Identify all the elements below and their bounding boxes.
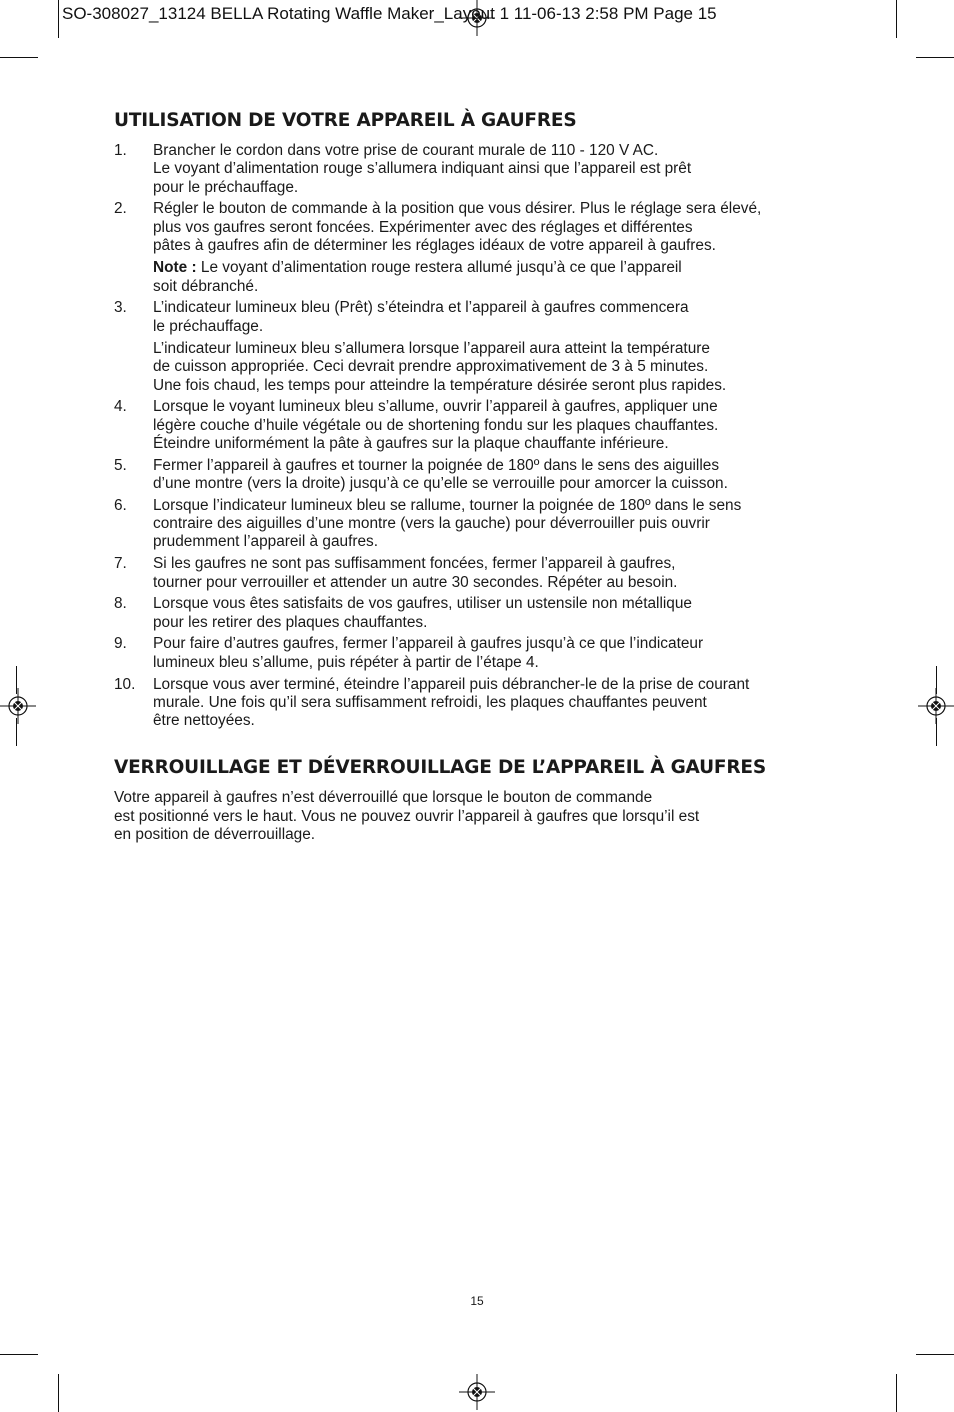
step-text: pour les retirer des plaques chauffantes. bbox=[153, 613, 428, 631]
paragraph-line: Votre appareil à gaufres n’est déverrouillé que lorsque le bouton de commande bbox=[114, 789, 653, 807]
step-text: Lorsque vous aver terminé, éteindre l’appareil puis débrancher-le de la prise de courant bbox=[153, 675, 750, 693]
list-item bbox=[114, 398, 838, 453]
list-item bbox=[114, 555, 838, 592]
section-title: UTILISATION DE VOTRE APPAREIL À GAUFRES bbox=[114, 110, 577, 131]
registration-mark-icon bbox=[459, 1374, 495, 1410]
list-item bbox=[114, 457, 838, 494]
step-number: 6. bbox=[114, 496, 127, 514]
step-text: être nettoyées. bbox=[153, 712, 255, 730]
note-text: soit débranché. bbox=[153, 277, 259, 295]
step-text: de cuisson appropriée. Ceci devrait prendre approximativement de 3 à 5 minutes. bbox=[153, 358, 709, 376]
paragraph-line: est positionné vers le haut. Vous ne pouvez ouvrir l’appareil à gaufres que lorsqu’il est bbox=[114, 807, 700, 825]
step-text: tourner pour verrouiller et attender un autre 30 secondes. Répéter au besoin. bbox=[153, 573, 678, 591]
print-slug: SO-308027_13124 BELLA Rotating Waffle Maker_Layout 1 11-06-13 2:58 PM Page 15 bbox=[62, 4, 717, 23]
step-text: prudemment l’appareil à gaufres. bbox=[153, 533, 378, 551]
step-text: légère couche d’huile végétale ou de shortening fondu sur les plaques chauffantes. bbox=[153, 416, 719, 434]
list-item bbox=[114, 497, 838, 552]
step-number: 2. bbox=[114, 200, 127, 218]
list-item bbox=[114, 299, 838, 394]
registration-mark-icon bbox=[918, 688, 954, 724]
step-extra bbox=[153, 340, 838, 395]
step-text: Le voyant d’alimentation rouge s’allumera indiquant ainsi que l’appareil est prêt bbox=[153, 160, 692, 178]
step-text: Éteindre uniformément la pâte à gaufres sur la plaque chauffante inférieure. bbox=[153, 434, 669, 452]
step-text: Pour faire d’autres gaufres, fermer l’appareil à gaufres jusqu’à ce que l’indicateur bbox=[153, 635, 704, 653]
section-title: VERROUILLAGE ET DÉVERROUILLAGE DE L’APPAREIL À GAUFRES bbox=[114, 757, 766, 779]
crop-mark bbox=[0, 1354, 38, 1355]
steps-list bbox=[114, 142, 838, 730]
step-number: 4. bbox=[114, 398, 127, 416]
step-text: Lorsque vous êtes satisfaits de vos gaufres, utiliser un ustensile non métallique bbox=[153, 595, 692, 613]
step-text: Fermer l’appareil à gaufres et tourner la poignée de 180º dans le sens des aiguilles bbox=[153, 456, 720, 474]
paragraph-line: en position de déverrouillage. bbox=[114, 826, 316, 843]
note-label: Note : bbox=[153, 259, 197, 277]
step-text: L’indicateur lumineux bleu s’allumera lorsque l’appareil aura atteint la température bbox=[153, 339, 710, 357]
list-item bbox=[114, 200, 838, 295]
crop-mark bbox=[58, 1374, 59, 1412]
step-text: murale. Une fois qu’il sera suffisamment refroidi, les plaques chauffantes peuvent bbox=[153, 693, 707, 711]
page-content bbox=[114, 110, 838, 844]
step-text: d’une montre (vers la droite) jusqu’à ce qu’elle se verrouille pour amorcer la cuisson. bbox=[153, 475, 728, 493]
step-text: pâtes à gaufres afin de déterminer les réglages idéaux de votre appareil à gaufres. bbox=[153, 236, 716, 254]
crop-mark bbox=[896, 0, 897, 38]
step-number: 7. bbox=[114, 555, 127, 573]
step-text: Lorsque l’indicateur lumineux bleu se rallume, tourner la poignée de 180º dans le sens bbox=[153, 496, 742, 514]
step-number: 10. bbox=[114, 675, 136, 693]
list-item bbox=[114, 676, 838, 731]
crop-mark bbox=[58, 0, 59, 38]
step-number: 1. bbox=[114, 142, 127, 159]
step-number: 3. bbox=[114, 299, 127, 317]
crop-mark bbox=[916, 1354, 954, 1355]
list-item bbox=[114, 142, 838, 197]
list-item bbox=[114, 595, 838, 632]
note bbox=[153, 259, 838, 296]
crop-mark bbox=[0, 57, 38, 58]
step-text: Une fois chaud, les temps pour atteindre la température désirée seront plus rapides. bbox=[153, 376, 727, 394]
step-number: 5. bbox=[114, 456, 127, 474]
step-number: 8. bbox=[114, 595, 127, 613]
page-number: 15 bbox=[470, 1294, 484, 1308]
step-text: Lorsque le voyant lumineux bleu s’allume, ouvrir l’appareil à gaufres, appliquer une bbox=[153, 398, 718, 416]
note-text: Le voyant d’alimentation rouge restera allumé jusqu’à ce que l’appareil bbox=[200, 259, 682, 277]
step-text: Brancher le cordon dans votre prise de courant murale de 110 - 120 V AC. bbox=[153, 142, 659, 159]
registration-mark-icon bbox=[0, 688, 36, 724]
crop-mark bbox=[896, 1374, 897, 1412]
step-text: plus vos gaufres seront foncées. Expérimenter avec des réglages et différentes bbox=[153, 218, 693, 236]
step-text: Si les gaufres ne sont pas suffisamment foncées, fermer l’appareil à gaufres, bbox=[153, 555, 676, 573]
step-text: pour le préchauffage. bbox=[153, 178, 299, 196]
step-number: 9. bbox=[114, 635, 127, 653]
step-text: Régler le bouton de commande à la position que vous désirer. Plus le réglage sera élevé, bbox=[153, 200, 762, 218]
step-text: L’indicateur lumineux bleu (Prêt) s’éteindra et l’appareil à gaufres commencera bbox=[153, 299, 689, 317]
list-item bbox=[114, 635, 838, 672]
section-paragraph bbox=[114, 789, 838, 844]
crop-mark bbox=[916, 57, 954, 58]
step-text: le préchauffage. bbox=[153, 317, 264, 335]
step-text: lumineux bleu s’allume, puis répéter à partir de l’étape 4. bbox=[153, 653, 539, 671]
step-text: contraire des aiguilles d’une montre (vers la gauche) pour déverrouiller puis ouvrir bbox=[153, 515, 710, 533]
